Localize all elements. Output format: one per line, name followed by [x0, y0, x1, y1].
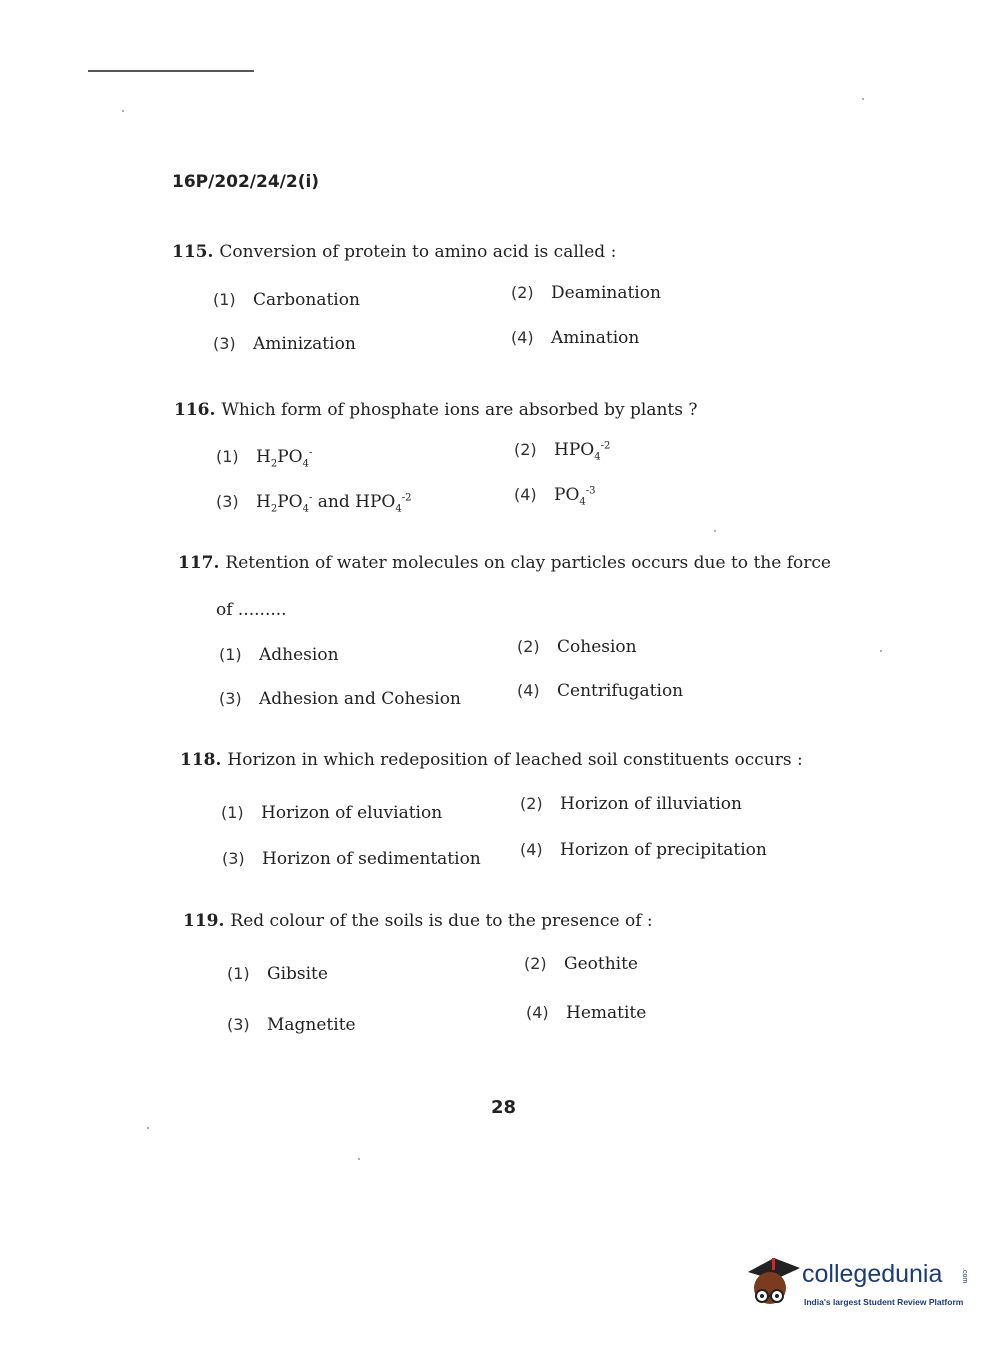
top-rule	[88, 70, 254, 72]
option-text: Deamination	[551, 283, 661, 303]
scan-speck	[862, 98, 864, 100]
scan-speck	[147, 1127, 149, 1129]
question-118	[180, 750, 803, 770]
option-number: (1)	[227, 964, 250, 983]
option-text: Horizon of eluviation	[261, 803, 443, 823]
option-116-3	[216, 492, 411, 514]
option-115-4	[511, 328, 639, 348]
paper-code: 16P/202/24/2(i)	[172, 172, 320, 192]
question-116	[174, 400, 697, 420]
option-119-2	[524, 954, 638, 974]
option-119-4	[526, 1003, 646, 1023]
option-117-3	[219, 689, 461, 709]
mascot-icon	[744, 1250, 802, 1314]
option-number: (1)	[213, 290, 236, 309]
question-number: 119.	[183, 911, 225, 931]
formula-hpo4: $HPO_4^{-2}$	[554, 440, 611, 463]
question-text: Red colour of the soils is due to the presence of :	[230, 911, 653, 931]
option-number: (1)	[219, 645, 242, 664]
option-115-1	[213, 290, 360, 310]
question-117-continuation: of .........	[216, 600, 287, 620]
option-text: Amination	[551, 328, 640, 348]
option-text: Hematite	[566, 1003, 647, 1023]
option-115-2	[511, 283, 661, 303]
question-text: Conversion of protein to amino acid is called :	[219, 242, 617, 262]
question-text: Retention of water molecules on clay particles occurs due to the force	[225, 553, 831, 573]
option-number: (4)	[514, 485, 537, 504]
question-text: Which form of phosphate ions are absorbed by plants ?	[221, 400, 698, 420]
question-number: 116.	[174, 400, 216, 420]
question-number: 115.	[172, 242, 214, 262]
formula-h2po4: $H_2PO_4^-$	[256, 447, 313, 470]
option-text: Carbonation	[253, 290, 360, 310]
option-number: (2)	[524, 954, 547, 973]
option-text: Magnetite	[267, 1015, 356, 1035]
scan-speck	[880, 650, 882, 652]
option-number: (2)	[511, 283, 534, 302]
option-text: Centrifugation	[557, 681, 684, 701]
option-text: Gibsite	[267, 964, 328, 984]
brand-name: collegedunia	[802, 1260, 943, 1288]
option-text: Horizon of precipitation	[560, 840, 767, 860]
option-text: Horizon of sedimentation	[262, 849, 481, 869]
option-number: (4)	[520, 840, 543, 859]
question-115	[172, 242, 616, 262]
option-number: (2)	[520, 794, 543, 813]
option-number: (3)	[219, 689, 242, 708]
option-number: (4)	[526, 1003, 549, 1022]
option-number: (3)	[213, 334, 236, 353]
collegedunia-logo	[744, 1250, 970, 1314]
option-118-2	[520, 794, 742, 814]
question-number: 117.	[178, 553, 220, 573]
option-118-3	[222, 849, 481, 869]
page-number: 28	[491, 1097, 517, 1118]
option-116-2	[514, 440, 610, 462]
option-number: (4)	[511, 328, 534, 347]
scan-speck	[714, 530, 716, 532]
option-119-3	[227, 1015, 356, 1035]
option-text: Horizon of illuviation	[560, 794, 742, 814]
option-117-1	[219, 645, 339, 665]
option-number: (4)	[517, 681, 540, 700]
formula-po4: $PO_4^{-3}$	[554, 485, 596, 508]
option-text: Aminization	[253, 334, 356, 354]
brand-domain: .com	[961, 1268, 968, 1284]
option-text: Geothite	[564, 954, 638, 974]
option-116-4	[514, 485, 596, 507]
scan-speck	[122, 110, 124, 112]
formula-h2po4-and-hpo4: $H_2PO_4^-$ and $HPO_4^{-2}$	[256, 492, 412, 515]
option-number: (2)	[517, 637, 540, 656]
option-118-4	[520, 840, 767, 860]
question-117	[178, 553, 831, 573]
option-116-1	[216, 447, 312, 469]
question-119	[183, 911, 653, 931]
question-number: 118.	[180, 750, 222, 770]
option-number: (1)	[221, 803, 244, 822]
option-115-3	[213, 334, 356, 354]
option-text: Adhesion and Cohesion	[259, 689, 461, 709]
option-117-4	[517, 681, 683, 701]
scan-speck	[358, 1158, 360, 1160]
option-number: (1)	[216, 447, 239, 466]
option-number: (2)	[514, 440, 537, 459]
brand-tagline: India's largest Student Review Platform	[804, 1297, 964, 1307]
option-118-1	[221, 803, 442, 823]
option-number: (3)	[227, 1015, 250, 1034]
option-119-1	[227, 964, 328, 984]
option-text: Adhesion	[259, 645, 339, 665]
option-text: Cohesion	[557, 637, 637, 657]
option-number: (3)	[216, 492, 239, 511]
question-text: Horizon in which redeposition of leached soil constituents occurs :	[227, 750, 803, 770]
option-117-2	[517, 637, 637, 657]
option-number: (3)	[222, 849, 245, 868]
